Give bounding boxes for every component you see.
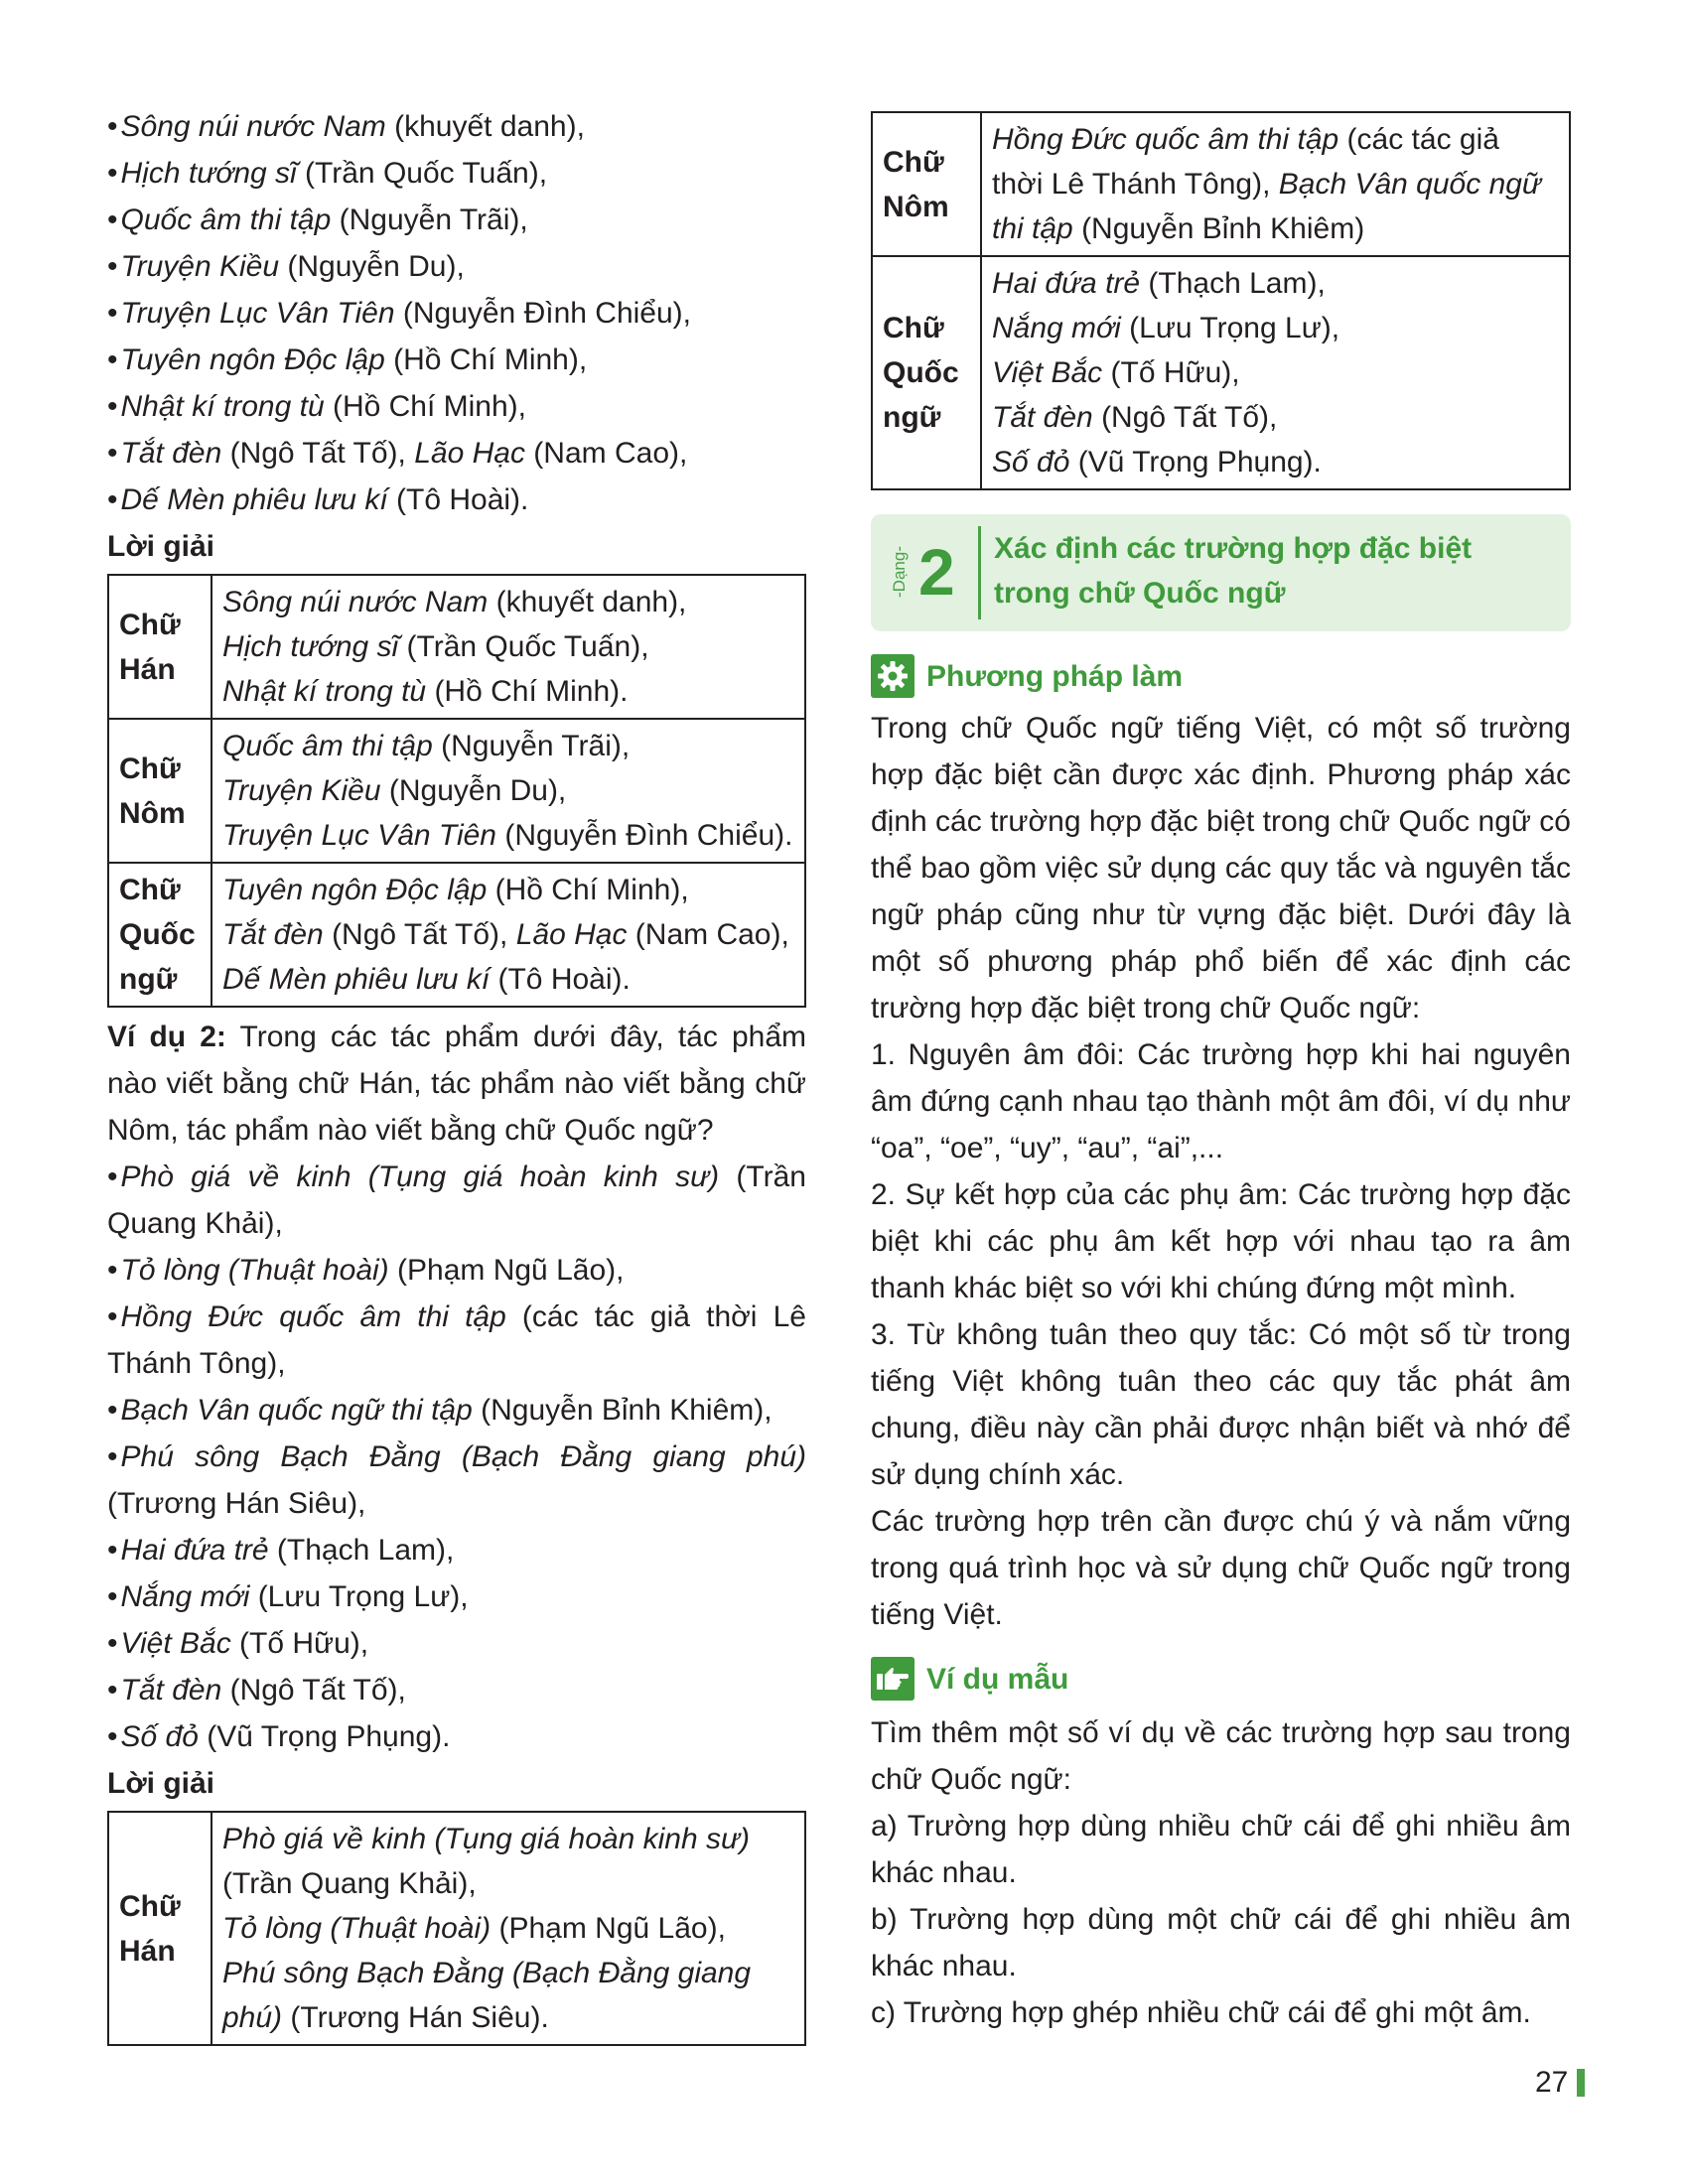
solution-heading: Lời giải [107,1767,215,1800]
method-heading [871,651,1571,701]
table-row [108,1812,805,2045]
row-content: Phò giá về kinh (Tụng giá hoàn kinh sư) (Trần Quang Khải), Tỏ lòng (Thuật hoài) (Phạm Ngũ Lão), Phú sông Bạch Đằng (Bạch Đằng giang phú) (Trương Hán Siêu). [211,1812,805,2045]
list-item: • Truyện Kiều (Nguyễn Du), [107,243,806,290]
table-row [108,719,805,863]
works-list-1 [107,103,806,523]
method-title: Phương pháp làm [926,659,1184,693]
paragraph: 3. Từ không tuân theo quy tắc: Có một số từ trong tiếng Việt không tuân theo các quy tắc phát âm chung, điều này cần phải được nhận biết và nhớ để sử dụng chính xác. [871,1318,1571,1491]
gear-icon [871,654,914,698]
table-row [108,575,805,719]
row-content: Hồng Đức quốc âm thi tập (các tác giả thời Lê Thánh Tông), Bạch Vân quốc ngữ thi tập (Nguyễn Bỉnh Khiêm) [981,112,1570,256]
list-item: • Bạch Vân quốc ngữ thi tập (Nguyễn Bỉnh Khiêm), [107,1387,806,1433]
list-item: • Hịch tướng sĩ (Trần Quốc Tuấn), [107,150,806,197]
page-number-marker [1577,2069,1585,2097]
example-2-question: Ví dụ 2: Trong các tác phẩm dưới đây, tác phẩm nào viết bằng chữ Hán, tác phẩm nào viết bằng chữ Nôm, tác phẩm nào viết bằng chữ Quốc ngữ? [107,1021,806,1147]
list-item: • Quốc âm thi tập (Nguyễn Trãi), [107,197,806,243]
list-item: • Tỏ lòng (Thuật hoài) (Phạm Ngũ Lão), [107,1247,806,1294]
section-title: Xác định các trường hợp đặc biệt trong chữ Quốc ngữ [994,532,1473,610]
paragraph: Các trường hợp trên cần được chú ý và nắm vững trong quá trình học và sử dụng chữ Quốc ngữ trong tiếng Việt. [871,1505,1571,1631]
list-item: • Truyện Lục Vân Tiên (Nguyễn Đình Chiểu), [107,290,806,337]
list-item: • Tắt đèn (Ngô Tất Tố), [107,1667,806,1713]
answer-table-2-continued [871,111,1571,490]
left-column [107,103,806,2052]
row-content: Quốc âm thi tập (Nguyễn Trãi), Truyện Kiều (Nguyễn Du), Truyện Lục Vân Tiên (Nguyễn Đình Chiểu). [211,719,805,863]
list-item: • Phú sông Bạch Đằng (Bạch Đằng giang phú) (Trương Hán Siêu), [107,1433,806,1527]
table-row [108,863,805,1007]
table-row [872,256,1570,489]
list-item: • Nhật kí trong tù (Hồ Chí Minh), [107,383,806,430]
list-item: • Tuyên ngôn Độc lập (Hồ Chí Minh), [107,337,806,383]
right-column [871,111,1571,2036]
section-banner [871,514,1571,631]
example-title: Ví dụ mẫu [926,1662,1069,1696]
row-label: Chữ Quốc ngữ [872,256,981,489]
row-label: Chữ Nôm [108,719,211,863]
list-item: • Hai đứa trẻ (Thạch Lam), [107,1527,806,1573]
list-item: • Tắt đèn (Ngô Tất Tố), Lão Hạc (Nam Cao), [107,430,806,477]
method-body [871,705,1571,1638]
row-content: Tuyên ngôn Độc lập (Hồ Chí Minh), Tắt đèn (Ngô Tất Tố), Lão Hạc (Nam Cao), Dế Mèn phiêu lưu kí (Tô Hoài). [211,863,805,1007]
list-item: • Hồng Đức quốc âm thi tập (các tác giả thời Lê Thánh Tông), [107,1294,806,1387]
list-item: • Nắng mới (Lưu Trọng Lư), [107,1573,806,1620]
table-row [872,112,1570,256]
row-label: Chữ Nôm [872,112,981,256]
row-label: Chữ Hán [108,575,211,719]
paragraph: Trong chữ Quốc ngữ tiếng Việt, có một số trường hợp đặc biệt cần được xác định. Phương pháp xác định các trường hợp đặc biệt trong chữ Quốc ngữ có thể bao gồm việc sử dụng các quy tắc và nguyên tắc ngữ pháp cũng như từ vựng đặc biệt. Dưới đây là một số phương pháp phổ biến để xác định các trường hợp đặc biệt trong chữ Quốc ngữ: [871,712,1571,1024]
solution-heading: Lời giải [107,530,215,563]
answer-table-2 [107,1811,806,2046]
paragraph: 1. Nguyên âm đôi: Các trường hợp khi hai nguyên âm đứng cạnh nhau tạo thành một âm đôi, ví dụ như “oa”, “oe”, “uy”, “au”, “ai”,... [871,1038,1571,1164]
row-content: Sông núi nước Nam (khuyết danh), Hịch tướng sĩ (Trần Quốc Tuấn), Nhật kí trong tù (Hồ Chí Minh). [211,575,805,719]
row-label: Chữ Quốc ngữ [108,863,211,1007]
works-list-2 [107,1154,806,1760]
list-item: • Số đỏ (Vũ Trọng Phụng). [107,1713,806,1760]
list-item: • Dế Mèn phiêu lưu kí (Tô Hoài). [107,477,806,523]
page-number: 27 [1535,2066,1569,2099]
section-type-tag: -Dạng- [890,546,909,598]
section-number: 2 [918,535,955,609]
paragraph: 2. Sự kết hợp của các phụ âm: Các trường hợp đặc biệt khi các phụ âm kết hợp với nhau tạo ra âm thanh khác biệt so với khi chúng đứng một mình. [871,1178,1571,1304]
list-item: c) Trường hợp ghép nhiều chữ cái để ghi một âm. [871,1996,1531,2029]
example-body [871,1709,1571,2036]
list-item: • Sông núi nước Nam (khuyết danh), [107,103,806,150]
answer-table-1 [107,574,806,1008]
list-item: a) Trường hợp dùng nhiều chữ cái để ghi nhiều âm khác nhau. [871,1810,1571,1889]
example-heading [871,1654,1571,1704]
pointing-hand-icon [871,1657,914,1701]
list-item: b) Trường hợp dùng một chữ cái để ghi nhiều âm khác nhau. [871,1903,1571,1982]
paragraph: Tìm thêm một số ví dụ về các trường hợp sau trong chữ Quốc ngữ: [871,1716,1571,1796]
list-item: • Phò giá về kinh (Tụng giá hoàn kinh sư) (Trần Quang Khải), [107,1154,806,1247]
row-content: Hai đứa trẻ (Thạch Lam), Nắng mới (Lưu Trọng Lư), Việt Bắc (Tố Hữu), Tắt đèn (Ngô Tất Tố), Số đỏ (Vũ Trọng Phụng). [981,256,1570,489]
section-divider [978,526,981,619]
list-item: • Việt Bắc (Tố Hữu), [107,1620,806,1667]
row-label: Chữ Hán [108,1812,211,2045]
